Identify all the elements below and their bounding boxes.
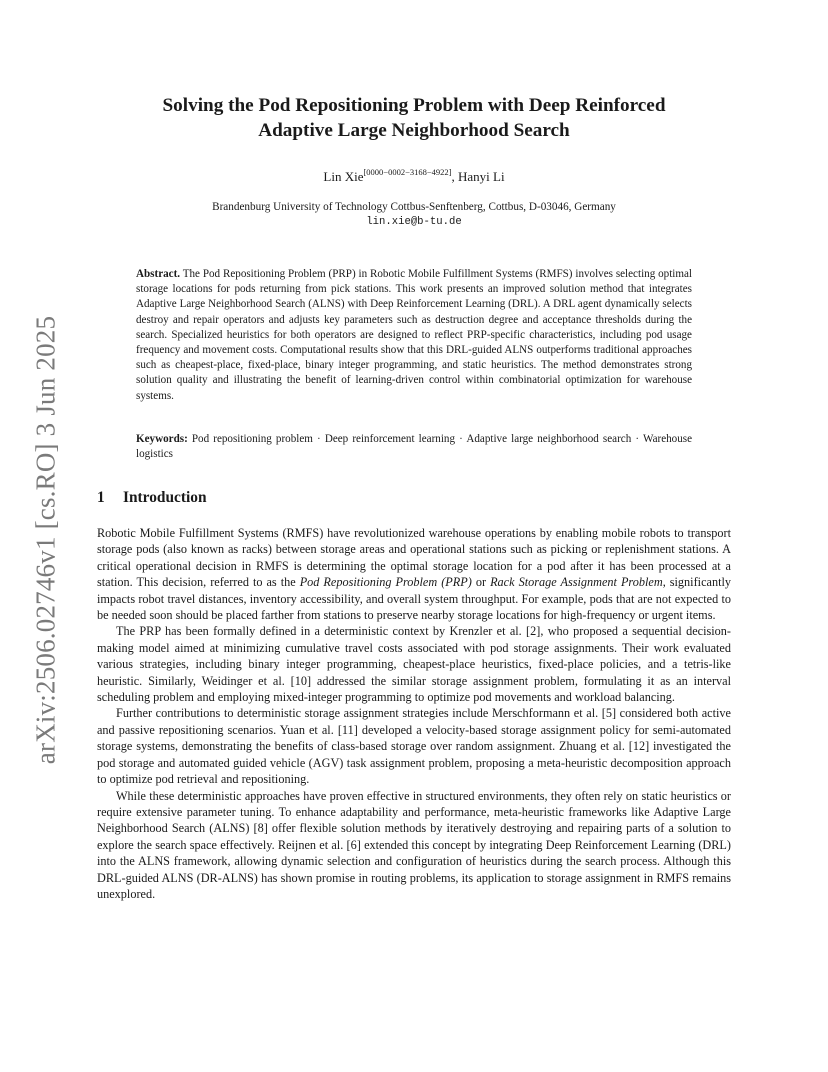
author-email: lin.xie@b-tu.de — [366, 216, 462, 228]
abstract-text: The Pod Repositioning Problem (PRP) in Robotic Mobile Fulfillment Systems (RMFS) involves selecting optimal storage locations for pods returning from pick stations. This work presents an improved solution method that integrates Adaptive Large Neighborhood Search (ALNS) with Deep Reinforcement Learning (DRL). A DRL agent dynamically selects destroy and repair operators and adjusts key parameters such as destruction degree and acceptance thresholds during the search. Specialized heuristics for both operators are designed to reflect PRP-specific characteristics, including pod usage frequency and movement costs. Computational results show that this DRL-guided ALNS outperforms traditional approaches such as cheapest-place, fixed-place, binary integer programming, and static heuristics. The method demonstrates strong solution quality and illustrating the benefit of learning-driven control within combinatorial optimization for warehouse systems. — [136, 268, 692, 402]
paper-title-line-1: Solving the Pod Repositioning Problem with Deep Reinforced — [162, 95, 666, 116]
paper-title-line-2: Adaptive Large Neighborhood Search — [258, 120, 570, 141]
affiliation-block — [100, 200, 728, 230]
text-run: , significantly impacts robot travel distances, inventory accessibility, and overall system throughput. For example, pods that are not expected to be needed soon should be placed farther from stations to preserve nearby storage locations for high-frequency or urgent items. — [97, 575, 731, 623]
paragraph: The PRP has been formally defined in a deterministic context by Krenzler et al. [2], who proposed a sequential decision-making model aimed at minimizing cumulative travel costs associated with pod storage assignments. Their work evaluated various strategies, including binary integer programming, cheapest-place heuristics, fixed-place policies, and a tetris-like heuristic. Similarly, Weidinger et al. [10] addressed the similar storage assignment problem, formulating it as an interval scheduling problem and employing mixed-integer programming to optimize pod movements and workload balancing. — [97, 624, 731, 705]
arxiv-identifier-stamp: arXiv:2506.02746v1 [cs.RO] 3 Jun 2025 — [30, 315, 61, 765]
emphasis: Rack Storage Assignment Problem — [490, 575, 663, 590]
text-run: or — [471, 575, 491, 590]
author-list — [100, 169, 728, 185]
author-name: Lin Xie — [323, 169, 364, 184]
text-run: Robotic Mobile Fulfillment Systems (RMFS) have revolutionized warehouse operations by enabling mobile robots to transport storage pods (also known as racks) between storage areas and operational stations such as picking or replenishment stations. A critical operational decision in RMFS is determining the optimal storage location for a pod after it has been processed at a station. This decision, referred to as the — [97, 526, 731, 590]
abstract — [136, 267, 692, 404]
abstract-label: Abstract. — [136, 268, 181, 280]
orcid-superscript: [0000−0002−3168−4922] — [363, 167, 452, 177]
introduction-body — [97, 525, 731, 902]
keywords — [136, 432, 692, 462]
emphasis: Pod Repositioning Problem (PRP) — [299, 575, 472, 590]
paragraph: Further contributions to deterministic storage assignment strategies include Merschformann et al. [5] considered both active and passive repositioning scenarios. Yuan et al. [11] developed a velocity-based storage assignment policy for semi-automated storage systems, demonstrating the benefits of class-based storage over random assignment. Zhuang et al. [12] investigated the pod storage and automated guided vehicle (AGV) task assignment problem, proposing a meta-heuristic decomposition approach to optimize pod retrieval and repositioning. — [97, 706, 731, 787]
author-separator: , — [451, 169, 459, 184]
paragraph: While these deterministic approaches have proven effective in structured environments, they often rely on static heuristics or require extensive parameter tuning. To enhance adaptability and performance, meta-heuristic frameworks like Adaptive Large Neighborhood Search (ALNS) [8] offer flexible solution methods by iteratively destroying and repairing parts of a solution to explore the search space effectively. Reijnen et al. [6] extended this concept by integrating Deep Reinforcement Learning (DRL) into the ALNS framework, allowing dynamic selection and configuration of heuristics during the search process. Although this DRL-guided ALNS (DR-ALNS) has shown promise in routing problems, its application to storage assignment in RMFS remains unexplored. — [97, 788, 731, 901]
keywords-label: Keywords: — [136, 433, 188, 445]
author-name: Hanyi Li — [458, 169, 505, 184]
section-number: 1 — [97, 489, 105, 506]
affiliation: Brandenburg University of Technology Cottbus-Senftenberg, Cottbus, D-03046, Germany — [212, 201, 616, 213]
paragraph — [97, 525, 731, 623]
paper-title — [100, 93, 728, 143]
section-title: Introduction — [123, 489, 207, 506]
keywords-text: Pod repositioning problem · Deep reinforcement learning · Adaptive large neighborhood search · Warehouse logistics — [136, 433, 692, 461]
section-heading — [97, 489, 207, 507]
